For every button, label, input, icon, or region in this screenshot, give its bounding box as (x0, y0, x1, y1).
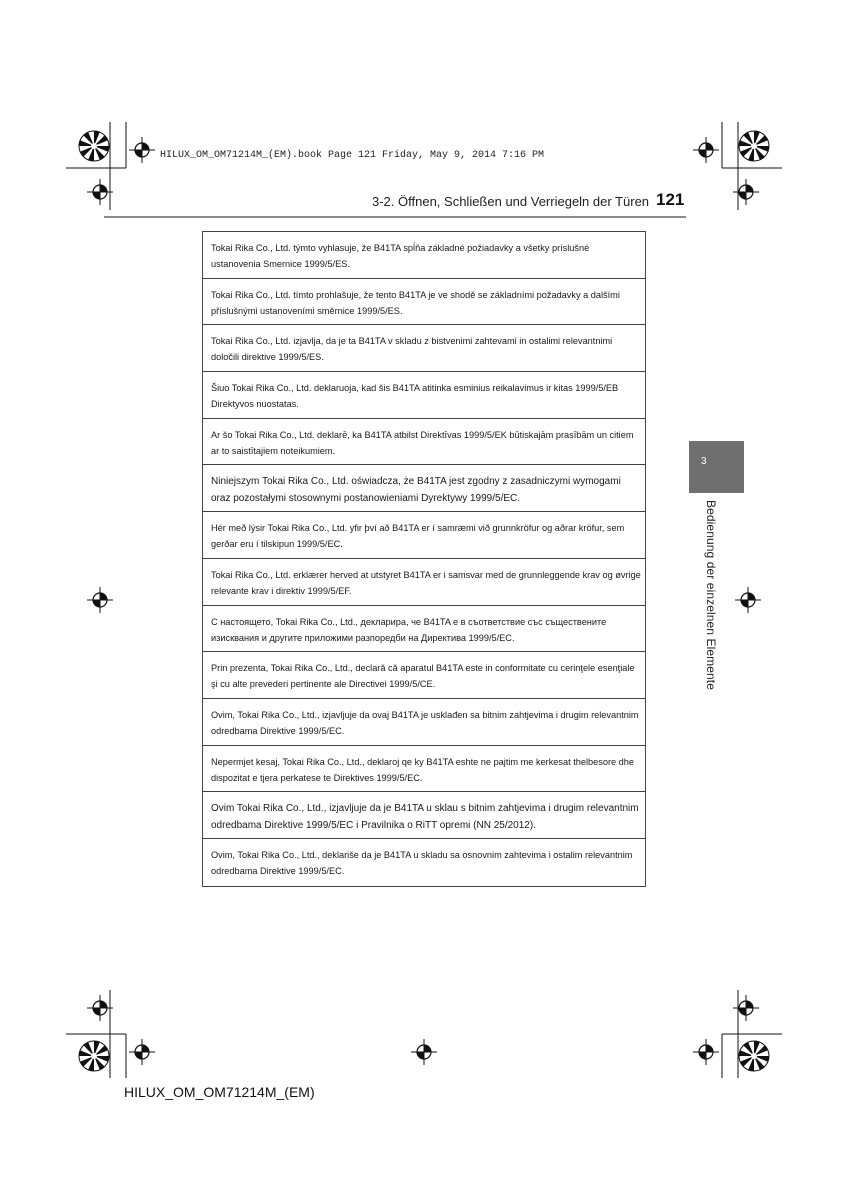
declaration-row: Tokai Rika Co., Ltd. izjavlja, da je ta B41TA v skladu z bistvenimi zahtevami in ostalimi relevantnimi določili direktive 1999/5/ES. (203, 325, 645, 372)
chapter-tab[interactable] (689, 441, 744, 493)
declaration-row: Prin prezenta, Tokai Rika Co., Ltd., declară că aparatul B41TA este in conformitate cu cerinţele esenţiale şi cu alte prevederi pertinente ale Directivei 1999/5/CE. (203, 652, 645, 699)
declaration-row: Ovim, Tokai Rika Co., Ltd., izjavljuje da ovaj B41TA je usklađen sa bitnim zahtjevima i drugim relevantnim odredbama Direktive 1999/5/EC. (203, 699, 645, 746)
declaration-row: Ovim, Tokai Rika Co., Ltd., deklariše da je B41TA u skladu sa osnovnim zahtevima i ostalim relevantnim odredbama Direktive 1999/5/EC. (211, 849, 633, 876)
declaration-row: Tokai Rika Co., Ltd. tímto prohlašuje, že tento B41TA je ve shodě se základními požadavky a dalšími příslušnými ustanoveními směrnice 1999/5/ES. (203, 279, 645, 326)
declaration-row: Tokai Rika Co., Ltd. erklærer herved at utstyret B41TA er i samsvar med de grunnleggende krav og øvrige relevante krav i direktiv 1999/5/EF. (203, 559, 645, 606)
chapter-tab-number: 3 (701, 456, 707, 467)
declaration-row: Tokai Rika Co., Ltd. týmto vyhlasuje, že B41TA spĺňa základné požiadavky a všetky príslušné ustanovenia Smernice 1999/5/ES. (203, 232, 645, 279)
section-title: 3-2. Öffnen, Schließen und Verriegeln der Türen (372, 194, 650, 209)
declaration-row: Niniejszym Tokai Rika Co., Ltd. oświadcza, że B41TA jest zgodny z zasadniczymi wymogami oraz pozostałymi stosownymi postanowieniami Dyrektywy 1999/5/EC. (203, 465, 645, 512)
declaration-row: Hér með lýsir Tokai Rika Co., Ltd. yfir því að B41TA er í samræmi við grunnkröfur og aðrar kröfur, sem gerðar eru í tilskipun 1999/5/EC. (203, 512, 645, 559)
book-info-line: HILUX_OM_OM71214M_(EM).book Page 121 Friday, May 9, 2014 7:16 PM (160, 150, 545, 161)
declaration-row: Ar šo Tokai Rika Co., Ltd. deklarē, ka B41TA atbilst Direktīvas 1999/5/EK būtiskajām prasībām un citiem ar to saistītajiem noteikumiem. (203, 419, 645, 466)
declaration-table (202, 231, 646, 887)
header-divider (104, 216, 686, 218)
chapter-tab-label: Bedienung der einzelnen Elemente (704, 500, 718, 691)
declaration-row: С настоящето, Tokai Rika Co., Ltd., декларира, че B41TA е в съответствие със съществените изисквания и другите приложими разпоредби на Директива 1999/5/ЕС. (203, 606, 645, 653)
declaration-row: Nepermjet kesaj, Tokai Rika Co., Ltd., deklaroj qe ky B41TA eshte ne pajtim me kerkesat thelbesore dhe dispozitat e tjera perkatese te Direktives 1999/5/EC. (203, 746, 645, 793)
declaration-row: Ovim Tokai Rika Co., Ltd., izjavljuje da je B41TA u sklau s bitnim zahtjevima i drugim relevantnim odredbama Direktive 1999/5/EC i Pravilnika o RiTT opremi (NN 25/2012). (203, 792, 645, 839)
declaration-row: Šiuo Tokai Rika Co., Ltd. deklaruoja, kad šis B41TA atitinka esminius reikalavimus ir kitas 1999/5/EB Direktyvos nuostatas. (203, 372, 645, 419)
document-code: HILUX_OM_OM71214M_(EM) (124, 1084, 315, 1100)
page-number: 121 (656, 190, 685, 209)
